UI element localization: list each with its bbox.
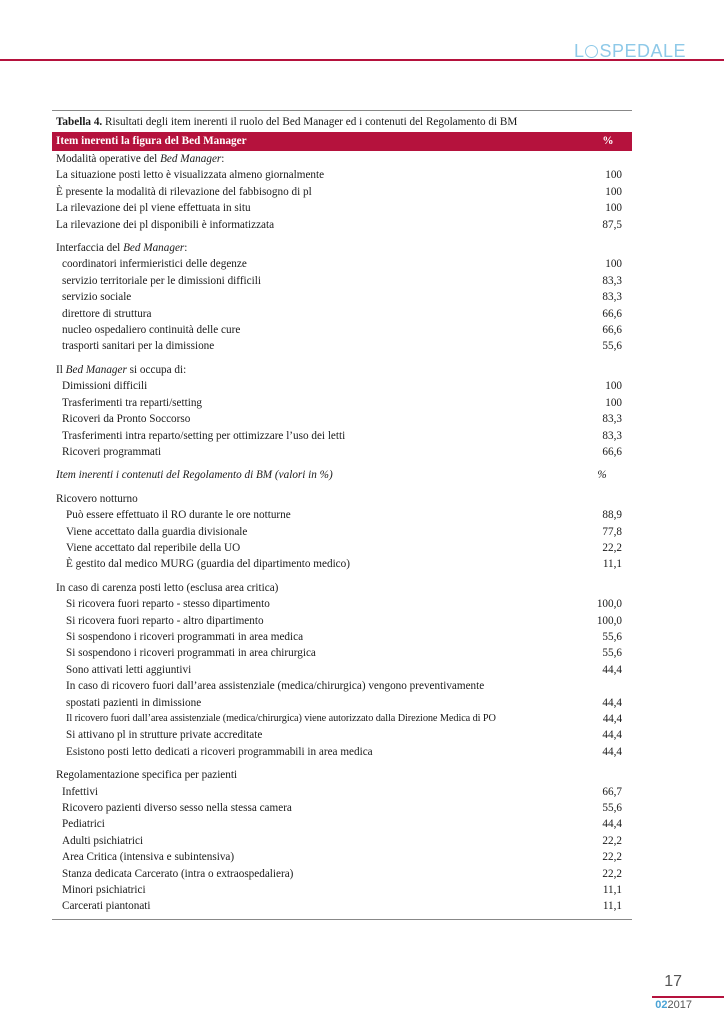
row-value: 66,7 xyxy=(602,785,622,798)
table-row xyxy=(52,184,632,200)
row-value: 100 xyxy=(605,396,622,409)
table-row xyxy=(52,629,632,645)
row-label: Esistono posti letto dedicati a ricoveri programmabili in area medica xyxy=(66,745,373,758)
row-value: 55,6 xyxy=(602,647,622,660)
row-label: Si sospendono i ricoveri programmati in area medica xyxy=(66,630,304,643)
table-row xyxy=(52,540,632,556)
row-label: Viene accettato dalla guardia divisionale xyxy=(66,525,248,538)
row-value: 100 xyxy=(605,258,622,271)
table-row xyxy=(52,645,632,661)
table-row xyxy=(52,784,632,800)
row-label: nucleo ospedaliero continuità delle cure xyxy=(62,324,241,337)
row-label: trasporti sanitari per la dimissione xyxy=(62,340,215,353)
table-row xyxy=(52,306,632,322)
table-row xyxy=(52,727,632,743)
row-value: 55,6 xyxy=(602,802,622,815)
row-label: Infettivi xyxy=(62,785,99,798)
section-rows xyxy=(52,784,632,915)
row-value: 100 xyxy=(605,202,622,215)
table-row: Il ricovero fuori dall’area assistenziale (medica/chirurgica) viene autorizzato dalla Direzione Medica di PO 44,4 xyxy=(66,713,622,725)
section-title: Interfaccia del Bed Manager: xyxy=(56,242,188,255)
row-label: Ricoveri da Pronto Soccorso xyxy=(62,413,191,426)
section-rows xyxy=(52,727,632,760)
row-value: 88,9 xyxy=(602,509,622,522)
issue-label: 022017 xyxy=(655,999,692,1011)
table-row xyxy=(52,507,632,523)
row-value: 83,3 xyxy=(602,413,622,426)
header-percent: % xyxy=(602,135,614,147)
table-row xyxy=(52,849,632,865)
section-title: Il Bed Manager si occupa di: xyxy=(56,363,187,376)
row-label: Pediatrici xyxy=(62,818,105,831)
logo-circle-icon xyxy=(585,45,598,58)
row-label: Viene accettato dal reperibile della UO xyxy=(66,541,241,554)
row-label: Ricoveri programmati xyxy=(62,445,162,458)
table-row xyxy=(52,289,632,305)
table-row xyxy=(52,256,632,272)
footer-rule xyxy=(652,996,724,998)
table-row xyxy=(52,866,632,882)
table-row xyxy=(52,167,632,183)
row-value: 100,0 xyxy=(596,614,622,627)
table-row xyxy=(52,322,632,338)
section-title: Ricovero notturno xyxy=(56,492,138,505)
row-label: Area Critica (intensiva e subintensiva) xyxy=(62,851,235,864)
row-value: 83,3 xyxy=(602,274,622,287)
row-label: servizio territoriale per le dimissioni difficili xyxy=(62,274,261,287)
table-row xyxy=(52,744,632,760)
row-label: direttore di struttura xyxy=(62,307,152,320)
row-value: 66,6 xyxy=(602,324,622,337)
row-value: 11,1 xyxy=(602,558,622,571)
row-value: 22,2 xyxy=(602,834,622,847)
section-rows xyxy=(52,167,632,233)
table-header-row: Item inerenti la figura del Bed Manager % xyxy=(52,132,632,151)
section-rows xyxy=(52,507,632,573)
row-label: coordinatori infermieristici delle degenze xyxy=(62,258,247,271)
row-label: Carcerati piantonati xyxy=(62,900,151,913)
table-row xyxy=(52,898,632,914)
row-value: 44,4 xyxy=(602,745,622,758)
row-label: servizio sociale xyxy=(62,291,132,304)
row-value: 83,3 xyxy=(602,429,622,442)
row-value: 83,3 xyxy=(602,291,622,304)
row-value: 11,1 xyxy=(602,884,622,897)
row-label: Trasferimenti intra reparto/setting per ottimizzare l’uso dei letti xyxy=(62,429,346,442)
table-row xyxy=(52,556,632,572)
table-row xyxy=(52,428,632,444)
row-label: Si attivano pl in strutture private accreditate xyxy=(66,729,263,742)
row-value: 22,2 xyxy=(602,867,622,880)
row-label: Stanza dedicata Carcerato (intra o extraospedaliera) xyxy=(62,867,294,880)
row-value: 87,5 xyxy=(602,218,622,231)
row-label: Minori psichiatrici xyxy=(62,884,146,897)
row-label: La rilevazione dei pl disponibili è informatizzata xyxy=(56,218,275,231)
table-bottom-rule xyxy=(52,919,632,920)
row-value: 100 xyxy=(605,380,622,393)
row-label: Si ricovera fuori reparto - stesso dipartimento xyxy=(66,598,270,611)
section-title: Regolamentazione specifica per pazienti xyxy=(56,769,238,782)
section-rows xyxy=(52,378,632,460)
table-4 xyxy=(52,110,632,920)
section-rows xyxy=(52,596,632,678)
table-row: In caso di ricovero fuori dall’area assistenziale (medica/chirurgica) vengono preventivamente spostati pazienti in dimissione 44,4 xyxy=(66,680,622,709)
table-row xyxy=(52,662,632,678)
section-title: In caso di carenza posti letto (esclusa area critica) xyxy=(56,581,279,594)
row-value: 11,1 xyxy=(602,900,622,913)
table-row xyxy=(52,816,632,832)
table-caption: Tabella 4. Risultati degli item inerenti il ruolo del Bed Manager ed i contenuti del Regolamento di BM xyxy=(56,116,518,128)
table-row xyxy=(52,395,632,411)
row-label: Si ricovera fuori reparto - altro dipartimento xyxy=(66,614,264,627)
row-value: 66,6 xyxy=(602,445,622,458)
row-value: 44,4 xyxy=(602,729,622,742)
row-value: 100,0 xyxy=(596,598,622,611)
table-row xyxy=(52,200,632,216)
row-label: Dimissioni difficili xyxy=(62,380,148,393)
table-row xyxy=(52,800,632,816)
table-row xyxy=(52,882,632,898)
row-label: È presente la modalità di rilevazione del fabbisogno di pl xyxy=(56,185,312,198)
row-label: Trasferimenti tra reparti/setting xyxy=(62,396,203,409)
row-label: Può essere effettuato il RO durante le ore notturne xyxy=(66,509,291,522)
table-row xyxy=(52,411,632,427)
row-value: 66,6 xyxy=(602,307,622,320)
row-label: Ricovero pazienti diverso sesso nella stessa camera xyxy=(62,802,292,815)
row-value: 22,2 xyxy=(602,851,622,864)
table-row xyxy=(52,613,632,629)
regulation-header-row: Item inerenti i contenuti del Regolamento di BM (valori in %) % xyxy=(56,469,607,482)
row-label: Adulti psichiatrici xyxy=(62,834,144,847)
table-row xyxy=(52,338,632,354)
page-number: 17 xyxy=(664,973,682,990)
row-value: 100 xyxy=(605,185,622,198)
row-value: 77,8 xyxy=(602,525,622,538)
table-row xyxy=(52,378,632,394)
table-row xyxy=(52,833,632,849)
journal-logo: L SPEDALE xyxy=(573,41,686,61)
table-row xyxy=(52,217,632,233)
table-row xyxy=(52,273,632,289)
row-label: Si sospendono i ricoveri programmati in area chirurgica xyxy=(66,647,316,660)
row-label: Sono attivati letti aggiuntivi xyxy=(66,663,192,676)
table-row xyxy=(52,444,632,460)
table-row xyxy=(52,524,632,540)
row-value: 55,6 xyxy=(602,340,622,353)
section-rows xyxy=(52,256,632,354)
row-label: È gestito dal medico MURG (guardia del dipartimento medico) xyxy=(66,558,350,571)
row-value: 44,4 xyxy=(602,663,622,676)
row-value: 55,6 xyxy=(602,630,622,643)
row-label: La situazione posti letto è visualizzata almeno giornalmente xyxy=(56,169,325,182)
section-title: Modalità operative del Bed Manager: xyxy=(56,153,225,165)
row-value: 44,4 xyxy=(602,818,622,831)
row-value: 22,2 xyxy=(602,541,622,554)
table-row xyxy=(52,596,632,612)
row-label: La rilevazione dei pl viene effettuata in situ xyxy=(56,202,251,215)
row-value: 100 xyxy=(605,169,622,182)
